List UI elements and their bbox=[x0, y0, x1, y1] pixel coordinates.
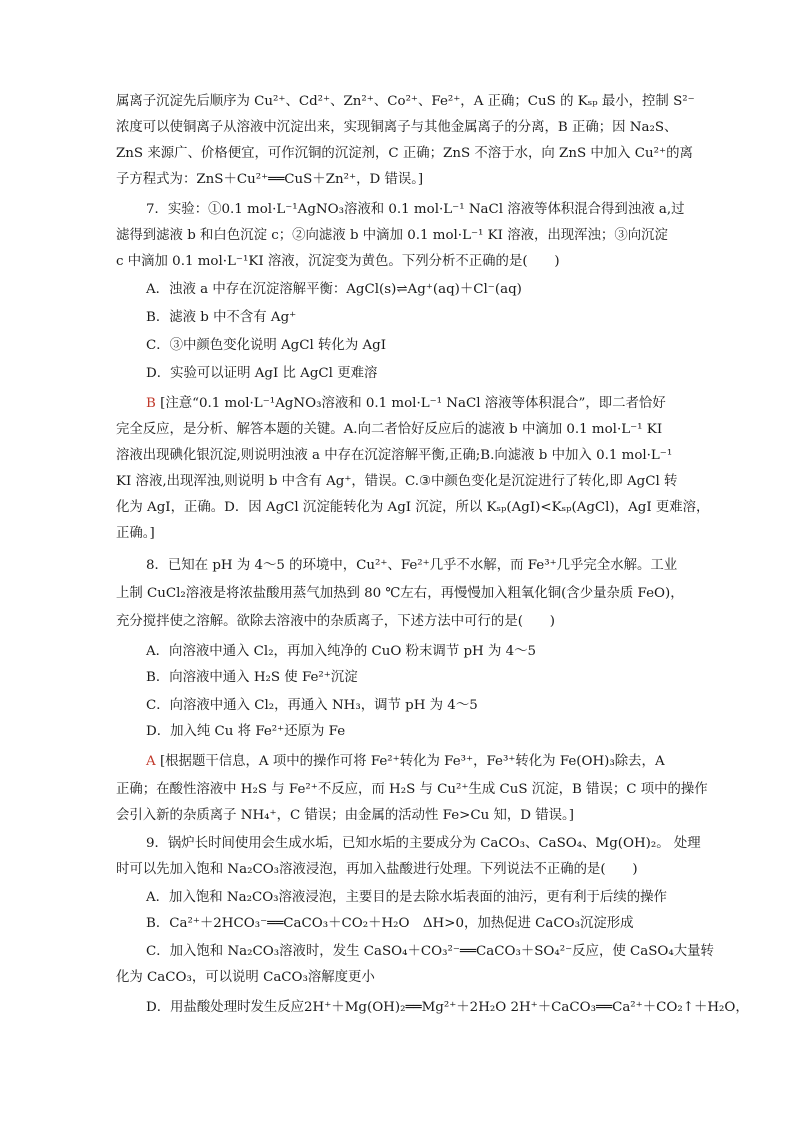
option-c: C．向溶液中通入 Cl₂，再通入 NH₃，调节 pH 为 4～5 bbox=[146, 698, 478, 713]
option-d: D．实验可以证明 AgI 比 AgCl 更难溶 bbox=[146, 366, 378, 381]
text-line: 完全反应，是分析、解答本题的关键。A.向二者恰好反应后的滤液 b 中滴加 0.1 mol·L⁻¹ KI bbox=[116, 422, 663, 437]
option-b: B．Ca²⁺＋2HCO₃⁻══CaCO₃＋CO₂＋H₂O ΔH>0，加热促进 CaCO₃沉淀形成 bbox=[146, 916, 634, 931]
text-line: 浓度可以使铜离子从溶液中沉淀出来，实现铜离子与其他金属离子的分离，B 正确；因 Na₂S、 bbox=[116, 120, 678, 135]
text-line: 时可以先加入饱和 Na₂CO₃溶液浸泡，再加入盐酸进行处理。下列说法不正确的是( ) bbox=[116, 862, 638, 877]
option-b: B．滤液 b 中不含有 Ag⁺ bbox=[146, 310, 297, 325]
option-a: A．浊液 a 中存在沉淀溶解平衡：AgCl(s)⇌Ag⁺(aq)＋Cl⁻(aq) bbox=[146, 282, 522, 297]
option-a: A．加入饱和 Na₂CO₃溶液浸泡，主要目的是去除水垢表面的油污，更有利于后续的操作 bbox=[146, 890, 667, 905]
explanation-text: [注意“0.1 mol·L⁻¹AgNO₃溶液和 0.1 mol·L⁻¹ NaCl 溶液等体积混合”，即二者恰好 bbox=[160, 396, 666, 411]
answer-explanation bbox=[146, 752, 686, 772]
question-7-stem: 7．实验：①0.1 mol·L⁻¹AgNO₃溶液和 0.1 mol·L⁻¹ NaCl 溶液等体积混合得到浊液 a,过 bbox=[146, 202, 685, 217]
option-c: C．加入饱和 Na₂CO₃溶液时，发生 CaSO₄＋CO₃²⁻══CaCO₃＋SO₄²⁻反应，使 CaSO₄大量转 bbox=[146, 944, 714, 959]
text-line: 化为 CaCO₃，可以说明 CaCO₃溶解度更小 bbox=[116, 970, 375, 985]
option-a: A．向溶液中通入 Cl₂，再加入纯净的 CuO 粉末调节 pH 为 4～5 bbox=[146, 644, 537, 659]
text-line: c 中滴加 0.1 mol·L⁻¹KI 溶液，沉淀变为黄色。下列分析不正确的是( ) bbox=[116, 254, 560, 269]
text-line: 充分搅拌使之溶解。欲除去溶液中的杂质离子，下述方法中可行的是( ) bbox=[116, 614, 555, 629]
text-line: 滤得到滤液 b 和白色沉淀 c；②向滤液 b 中滴加 0.1 mol·L⁻¹ KI 溶液，出现浑浊；③向沉淀 bbox=[116, 228, 668, 243]
option-c: C．③中颜色变化说明 AgCl 转化为 AgI bbox=[146, 338, 387, 353]
text-line: ZnS 来源广、价格便宜，可作沉铜的沉淀剂，C 正确；ZnS 不溶于水，向 ZnS 中加入 Cu²⁺的离 bbox=[116, 146, 693, 161]
text-line: 子方程式为：ZnS＋Cu²⁺══CuS＋Zn²⁺，D 错误。] bbox=[116, 172, 424, 187]
option-b: B．向溶液中通入 H₂S 使 Fe²⁺沉淀 bbox=[146, 670, 358, 685]
text-line: 会引入新的杂质离子 NH₄⁺，C 错误；由金属的活动性 Fe>Cu 知，D 错误。] bbox=[116, 808, 574, 823]
text-line: 溶液出现碘化银沉淀,则说明浊液 a 中存在沉淀溶解平衡,正确;B.向滤液 b 中加入 0.1 mol·L⁻¹ bbox=[116, 448, 673, 463]
text-line: 属离子沉淀先后顺序为 Cu²⁺、Cd²⁺、Zn²⁺、Co²⁺、Fe²⁺，A 正确；CuS 的 Kₛₚ 最小，控制 S²⁻ bbox=[116, 94, 695, 109]
text-line: 上制 CuCl₂溶液是将浓盐酸用蒸气加热到 80 ℃左右，再慢慢加入粗氧化铜(含少量杂质 FeO)， bbox=[116, 586, 684, 601]
question-8-stem: 8．已知在 pH 为 4～5 的环境中，Cu²⁺、Fe²⁺几乎不水解，而 Fe³⁺几乎完全水解。工业 bbox=[146, 558, 678, 573]
text-line: 正确。] bbox=[116, 526, 155, 541]
text-line: 化为 AgI，正确。D．因 AgCl 沉淀能转化为 AgI 沉淀，所以 Kₛₚ(AgI)<Kₛₚ(AgCl)，AgI 更难溶， bbox=[116, 500, 710, 515]
answer-letter: A bbox=[146, 754, 156, 769]
option-d: D．加入纯 Cu 将 Fe²⁺还原为 Fe bbox=[146, 724, 346, 739]
text-line: 正确；在酸性溶液中 H₂S 与 Fe²⁺不反应，而 H₂S 与 Cu²⁺生成 CuS 沉淀，B 错误；C 项中的操作 bbox=[116, 782, 708, 797]
text-line: KI 溶液,出现浑浊,则说明 b 中含有 Ag⁺，错误。C.③中颜色变化是沉淀进行了转化,即 AgCl 转 bbox=[116, 474, 678, 489]
answer-explanation bbox=[146, 394, 686, 414]
explanation-text: [根据题干信息，A 项中的操作可将 Fe²⁺转化为 Fe³⁺，Fe³⁺转化为 Fe(OH)₃除去，A bbox=[159, 754, 665, 769]
answer-letter: B bbox=[146, 396, 156, 411]
question-9-stem: 9．锅炉长时间使用会生成水垢，已知水垢的主要成分为 CaCO₃、CaSO₄、Mg(OH)₂。 处理 bbox=[146, 836, 701, 851]
option-d: D．用盐酸处理时发生反应2H⁺＋Mg(OH)₂══Mg²⁺＋2H₂O 2H⁺＋CaCO₃══Ca²⁺＋CO₂↑＋H₂O， bbox=[146, 1000, 749, 1015]
